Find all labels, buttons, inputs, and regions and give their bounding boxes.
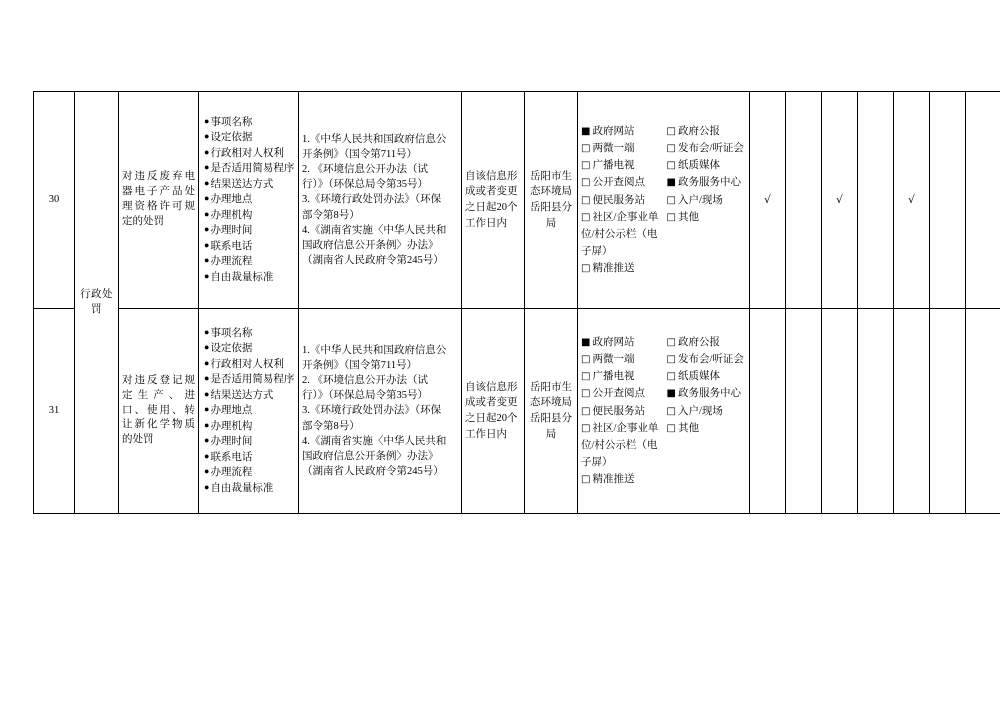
- basis-line: 国政府信息公开条例〉办法》: [302, 451, 439, 463]
- check-cell[interactable]: [750, 309, 786, 514]
- checkbox-empty-icon: □: [581, 160, 591, 172]
- row-channels: [578, 92, 750, 309]
- org-text: 岳阳市生态环境局岳阳县分局: [530, 170, 572, 229]
- content-bullet: ●办理流程: [204, 255, 253, 268]
- check-cell[interactable]: √: [894, 92, 930, 309]
- content-bullet: ●自由裁量标准: [204, 481, 274, 494]
- checkbox-empty-icon: □: [581, 211, 591, 223]
- basis-line: 1.《中华人民共和国政府信息公: [302, 133, 447, 145]
- check-cell[interactable]: [858, 309, 894, 514]
- basis-line: 4.《湖南省实施〈中华人民共和: [302, 435, 447, 447]
- checkbox-empty-icon: □: [666, 422, 676, 434]
- row-legal-basis: [299, 309, 462, 514]
- content-bullet: ●办理流程: [204, 466, 253, 479]
- content-bullet: ●结果送达方式: [204, 388, 274, 401]
- channel-option[interactable]: □ 入户/现场: [666, 405, 723, 417]
- channel-option[interactable]: □ 广播电视: [581, 371, 635, 383]
- channel-option[interactable]: ■ 政务服务中心: [666, 177, 741, 189]
- check-cell[interactable]: [930, 309, 966, 514]
- row-number: 31: [34, 309, 75, 514]
- channel-option[interactable]: □ 精准推送: [581, 262, 635, 274]
- row-category: [75, 92, 119, 514]
- row-responsible-org: [525, 92, 578, 309]
- row-item-name: 对违反登记规定生产、进口、使用、转让新化学物质的处罚: [119, 309, 199, 514]
- basis-line: 部令第8号）: [302, 209, 360, 221]
- channel-option[interactable]: □ 纸质媒体: [666, 160, 720, 172]
- row-responsible-org: [525, 309, 578, 514]
- row-item-name: 对违反废弃电器电子产品处理资格许可规定的处罚: [119, 92, 199, 309]
- channel-option[interactable]: □ 发布会/听证会: [666, 143, 744, 155]
- content-bullet: ●结果送达方式: [204, 177, 274, 190]
- checkbox-empty-icon: □: [666, 194, 676, 206]
- checkbox-empty-icon: □: [666, 371, 676, 383]
- content-bullet: ●行政相对人权利: [204, 146, 284, 159]
- channel-option[interactable]: □ 其他: [666, 422, 699, 434]
- basis-line: 4.《湖南省实施〈中华人民共和: [302, 224, 447, 236]
- org-text: 岳阳市生态环境局岳阳县分局: [530, 381, 572, 440]
- basis-line: 开条例》（国令第711号）: [302, 359, 418, 371]
- channel-option[interactable]: □ 政府公报: [666, 125, 720, 137]
- check-cell[interactable]: [858, 92, 894, 309]
- channel-option[interactable]: ■ 政府网站: [581, 336, 635, 348]
- check-cell[interactable]: [786, 309, 822, 514]
- checkbox-empty-icon: □: [581, 371, 591, 383]
- channel-option[interactable]: □ 公开查阅点: [581, 177, 645, 189]
- content-bullet: ●设定依据: [204, 131, 253, 144]
- channel-option[interactable]: ■ 政务服务中心: [666, 388, 741, 400]
- content-bullet: ●联系电话: [204, 239, 253, 252]
- content-bullet: ●是否适用简易程序: [204, 162, 295, 175]
- content-bullet: ●办理地点: [204, 404, 253, 417]
- channel-option[interactable]: □ 广播电视: [581, 160, 635, 172]
- content-bullet: ●联系电话: [204, 450, 253, 463]
- channel-option[interactable]: □ 社区/企事业单位/村公示栏（电子屏）: [581, 422, 659, 468]
- checkbox-empty-icon: □: [581, 354, 591, 366]
- row-number: 30: [34, 92, 75, 309]
- basis-line: 行）》（环保总局令第35号）: [302, 179, 428, 191]
- check-cell[interactable]: √: [822, 92, 858, 309]
- time-limit-text: 自该信息形成或者变更之日起20个工作日内: [465, 170, 518, 229]
- checkbox-empty-icon: □: [666, 336, 676, 348]
- basis-line: 3.《环境行政处罚办法》（环保: [302, 194, 442, 206]
- row-time-limit: [462, 92, 525, 309]
- checkbox-empty-icon: □: [581, 194, 591, 206]
- checkbox-empty-icon: □: [581, 405, 591, 417]
- check-cell[interactable]: [894, 309, 930, 514]
- channel-option[interactable]: □ 其他: [666, 211, 699, 223]
- channel-option[interactable]: □ 发布会/听证会: [666, 354, 744, 366]
- content-bullet: ●办理地点: [204, 193, 253, 206]
- checkbox-empty-icon: □: [581, 473, 591, 485]
- channel-option[interactable]: □ 社区/企事业单位/村公示栏（电子屏）: [581, 211, 659, 257]
- checkbox-empty-icon: □: [581, 422, 591, 434]
- row-channels: [578, 309, 750, 514]
- content-bullet: ●设定依据: [204, 342, 253, 355]
- basis-line: 3.《环境行政处罚办法》（环保: [302, 405, 442, 417]
- channel-option[interactable]: □ 精准推送: [581, 473, 635, 485]
- checkbox-empty-icon: □: [666, 160, 676, 172]
- content-bullet: ●自由裁量标准: [204, 270, 274, 283]
- basis-line: （湖南省人民政府令第245号）: [302, 255, 444, 267]
- checkbox-filled-icon: ■: [581, 125, 591, 137]
- channel-option[interactable]: □ 纸质媒体: [666, 371, 720, 383]
- basis-line: 1.《中华人民共和国政府信息公: [302, 344, 447, 356]
- content-bullet: ●办理机构: [204, 419, 253, 432]
- checkbox-empty-icon: □: [666, 405, 676, 417]
- channel-option[interactable]: □ 两微一端: [581, 354, 635, 366]
- row-content-list: [199, 92, 299, 309]
- basis-line: 国政府信息公开条例〉办法》: [302, 240, 439, 252]
- content-bullet: ●办理机构: [204, 208, 253, 221]
- disclosure-table: [33, 91, 1000, 514]
- basis-line: 开条例》（国令第711号）: [302, 148, 418, 160]
- channel-option[interactable]: □ 政府公报: [666, 336, 720, 348]
- check-cell[interactable]: [966, 92, 1000, 309]
- row-category-label: 行政处罚: [80, 288, 113, 315]
- checkbox-empty-icon: □: [666, 125, 676, 137]
- channel-option[interactable]: □ 两微一端: [581, 143, 635, 155]
- check-cell[interactable]: √: [750, 92, 786, 309]
- checkbox-empty-icon: □: [666, 354, 676, 366]
- basis-line: 部令第8号）: [302, 420, 360, 432]
- row-time-limit: [462, 309, 525, 514]
- table-row: [34, 92, 1000, 309]
- row-legal-basis: [299, 92, 462, 309]
- checkbox-filled-icon: ■: [666, 388, 676, 400]
- basis-line: 2. 《环境信息公开办法（试: [302, 163, 428, 175]
- content-bullet: ●办理时间: [204, 435, 253, 448]
- checkbox-filled-icon: ■: [581, 336, 591, 348]
- content-bullet: ●是否适用简易程序: [204, 373, 295, 386]
- channel-option[interactable]: ■ 政府网站: [581, 125, 635, 137]
- content-bullet: ●行政相对人权利: [204, 357, 284, 370]
- checkbox-empty-icon: □: [581, 143, 591, 155]
- checkbox-empty-icon: □: [666, 143, 676, 155]
- check-cell[interactable]: [930, 92, 966, 309]
- time-limit-text: 自该信息形成或者变更之日起20个工作日内: [465, 381, 518, 440]
- channel-option[interactable]: □ 便民服务站: [581, 194, 645, 206]
- checkbox-empty-icon: □: [581, 262, 591, 274]
- channel-option[interactable]: □ 入户/现场: [666, 194, 723, 206]
- row-content-list: [199, 309, 299, 514]
- table-row: [34, 309, 1000, 514]
- checkbox-empty-icon: □: [666, 211, 676, 223]
- basis-line: （湖南省人民政府令第245号）: [302, 466, 444, 478]
- channel-option[interactable]: □ 便民服务站: [581, 405, 645, 417]
- check-cell[interactable]: [966, 309, 1000, 514]
- content-bullet: ●事项名称: [204, 326, 253, 339]
- check-cell[interactable]: [786, 92, 822, 309]
- checkbox-empty-icon: □: [581, 388, 591, 400]
- checkbox-filled-icon: ■: [666, 177, 676, 189]
- content-bullet: ●事项名称: [204, 115, 253, 128]
- channel-option[interactable]: □ 公开查阅点: [581, 388, 645, 400]
- basis-line: 行）》（环保总局令第35号）: [302, 390, 428, 402]
- basis-line: 2. 《环境信息公开办法（试: [302, 374, 428, 386]
- checkbox-empty-icon: □: [581, 177, 591, 189]
- check-cell[interactable]: [822, 309, 858, 514]
- content-bullet: ●办理时间: [204, 224, 253, 237]
